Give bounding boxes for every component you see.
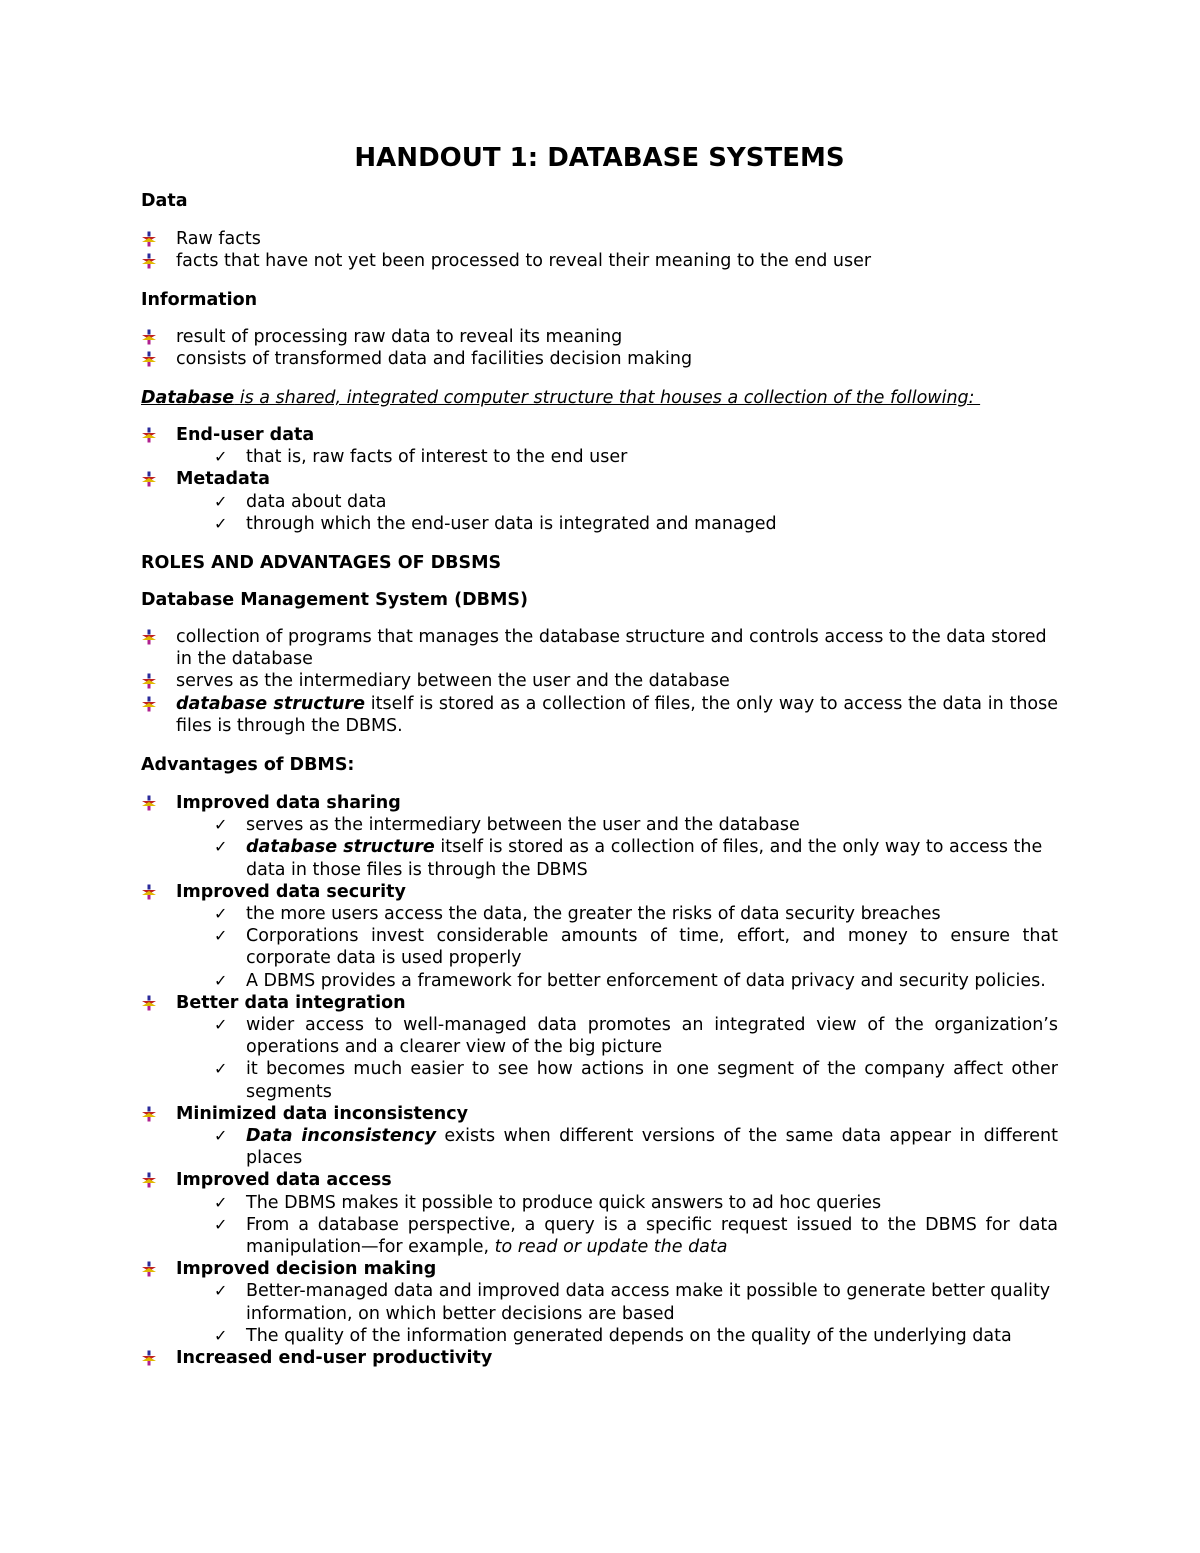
- checkmark-icon: ✓: [214, 447, 228, 467]
- roles-section: [141, 552, 1058, 574]
- bullet-icon: [141, 253, 157, 269]
- sub-item: ✓ The DBMS makes it possible to produce quick answers to ad hoc queries: [214, 1192, 882, 1213]
- advantages-heading: Advantages of DBMS:: [141, 755, 355, 775]
- checkmark-icon: ✓: [214, 1126, 228, 1146]
- sub-item: ✓ Data inconsistency exists when different versions of the same data appear in different places: [214, 1126, 1058, 1169]
- checkmark-icon: ✓: [214, 837, 228, 857]
- checkmark-icon: ✓: [214, 1015, 228, 1035]
- data-heading: Data: [141, 191, 188, 211]
- checkmark-icon: ✓: [214, 1214, 228, 1234]
- list-item: serves as the intermediary between the user and the database: [141, 670, 1058, 692]
- page-title: HANDOUT 1: DATABASE SYSTEMS: [354, 143, 845, 173]
- data-list: [141, 228, 1058, 272]
- bullet-icon: [141, 1350, 157, 1366]
- sub-item: ✓ the more users access the data, the greater the risks of data security breaches: [214, 904, 941, 925]
- dbms-section: [141, 589, 1058, 611]
- list-item: database structure itself is stored as a collection of files, the only way to access the data in those files is through the DBMS.: [141, 693, 1058, 737]
- advantages-section: [141, 754, 1058, 776]
- advantages-list: [141, 792, 1058, 1369]
- data-section: [141, 190, 1058, 212]
- information-list: [141, 326, 1058, 370]
- sub-item: ✓ From a database perspective, a query is a specific request issued to the DBMS for data manipulation—for example, to read or update the data: [214, 1214, 1058, 1258]
- bullet-icon: [141, 995, 157, 1011]
- sub-item: ✓ database structure itself is stored as a collection of files, and the only way to access the data in those files is through the DBMS: [214, 837, 1043, 880]
- sub-item: ✓ through which the end-user data is integrated and managed: [214, 513, 777, 534]
- bullet-icon: [141, 629, 157, 645]
- sub-item: ✓ Better-managed data and improved data access make it possible to generate better quality information, on which better decisions are based: [214, 1281, 1051, 1324]
- list-item: Improved decision making: [141, 1258, 1058, 1280]
- list-item: Improved data sharing: [141, 792, 1058, 814]
- checkmark-icon: ✓: [214, 926, 228, 946]
- sub-item: ✓ data about data: [214, 491, 387, 512]
- sub-item: ✓ it becomes much easier to see how actions in one segment of the company affect other segments: [214, 1059, 1058, 1102]
- checkmark-icon: ✓: [214, 491, 228, 511]
- bullet-icon: [141, 351, 157, 367]
- bullet-icon: [141, 795, 157, 811]
- sub-item: ✓ that is, raw facts of interest to the end user: [214, 447, 628, 468]
- database-definition-text: is a shared, integrated computer structure that houses a collection of the following:: [234, 388, 981, 408]
- list-item: collection of programs that manages the database structure and controls access to the data stored in the database: [141, 626, 1058, 670]
- checkmark-icon: ✓: [214, 1059, 228, 1079]
- checkmark-icon: ✓: [214, 970, 228, 990]
- list-item: consists of transformed data and facilities decision making: [141, 348, 1058, 370]
- bullet-icon: [141, 1172, 157, 1188]
- list-item: Metadata: [141, 468, 1058, 490]
- database-definition: [141, 387, 1058, 409]
- bullet-icon: [141, 329, 157, 345]
- database-term: Database: [141, 388, 235, 408]
- bullet-icon: [141, 673, 157, 689]
- bullet-icon: [141, 231, 157, 247]
- dbms-heading: Database Management System (DBMS): [141, 590, 528, 610]
- bullet-icon: [141, 696, 157, 712]
- dbms-list: [141, 626, 1058, 737]
- list-item: Better data integration: [141, 992, 1058, 1014]
- bullet-icon: [141, 471, 157, 487]
- bullet-icon: [141, 884, 157, 900]
- information-section: [141, 289, 1058, 311]
- sub-item: ✓ wider access to well-managed data promotes an integrated view of the organization’s operations and a clearer view of the big picture: [214, 1015, 1058, 1058]
- information-heading: Information: [141, 290, 258, 310]
- sub-item: ✓ A DBMS provides a framework for better enforcement of data privacy and security policies.: [214, 970, 1046, 991]
- sub-item: ✓ Corporations invest considerable amounts of time, effort, and money to ensure that corporate data is used properly: [214, 926, 1058, 969]
- checkmark-icon: ✓: [214, 1325, 228, 1345]
- bullet-icon: [141, 427, 157, 443]
- list-item: Increased end-user productivity: [141, 1347, 1058, 1369]
- list-item: result of processing raw data to reveal its meaning: [141, 326, 1058, 348]
- roles-heading: ROLES AND ADVANTAGES OF DBSMS: [141, 553, 502, 573]
- checkmark-icon: ✓: [214, 815, 228, 835]
- checkmark-icon: ✓: [214, 1192, 228, 1212]
- bullet-icon: [141, 1106, 157, 1122]
- list-item: End-user data: [141, 424, 1058, 446]
- list-item: Minimized data inconsistency: [141, 1103, 1058, 1125]
- list-item: Raw facts: [141, 228, 1058, 250]
- list-item: Improved data security: [141, 881, 1058, 903]
- checkmark-icon: ✓: [214, 1281, 228, 1301]
- list-item: Improved data access: [141, 1169, 1058, 1191]
- database-components: [141, 424, 1058, 535]
- checkmark-icon: ✓: [214, 513, 228, 533]
- checkmark-icon: ✓: [214, 904, 228, 924]
- bullet-icon: [141, 1261, 157, 1277]
- sub-item: ✓ serves as the intermediary between the user and the database: [214, 815, 800, 836]
- sub-item: ✓ The quality of the information generated depends on the quality of the underlying data: [214, 1325, 1012, 1346]
- list-item: facts that have not yet been processed to reveal their meaning to the end user: [141, 250, 1058, 272]
